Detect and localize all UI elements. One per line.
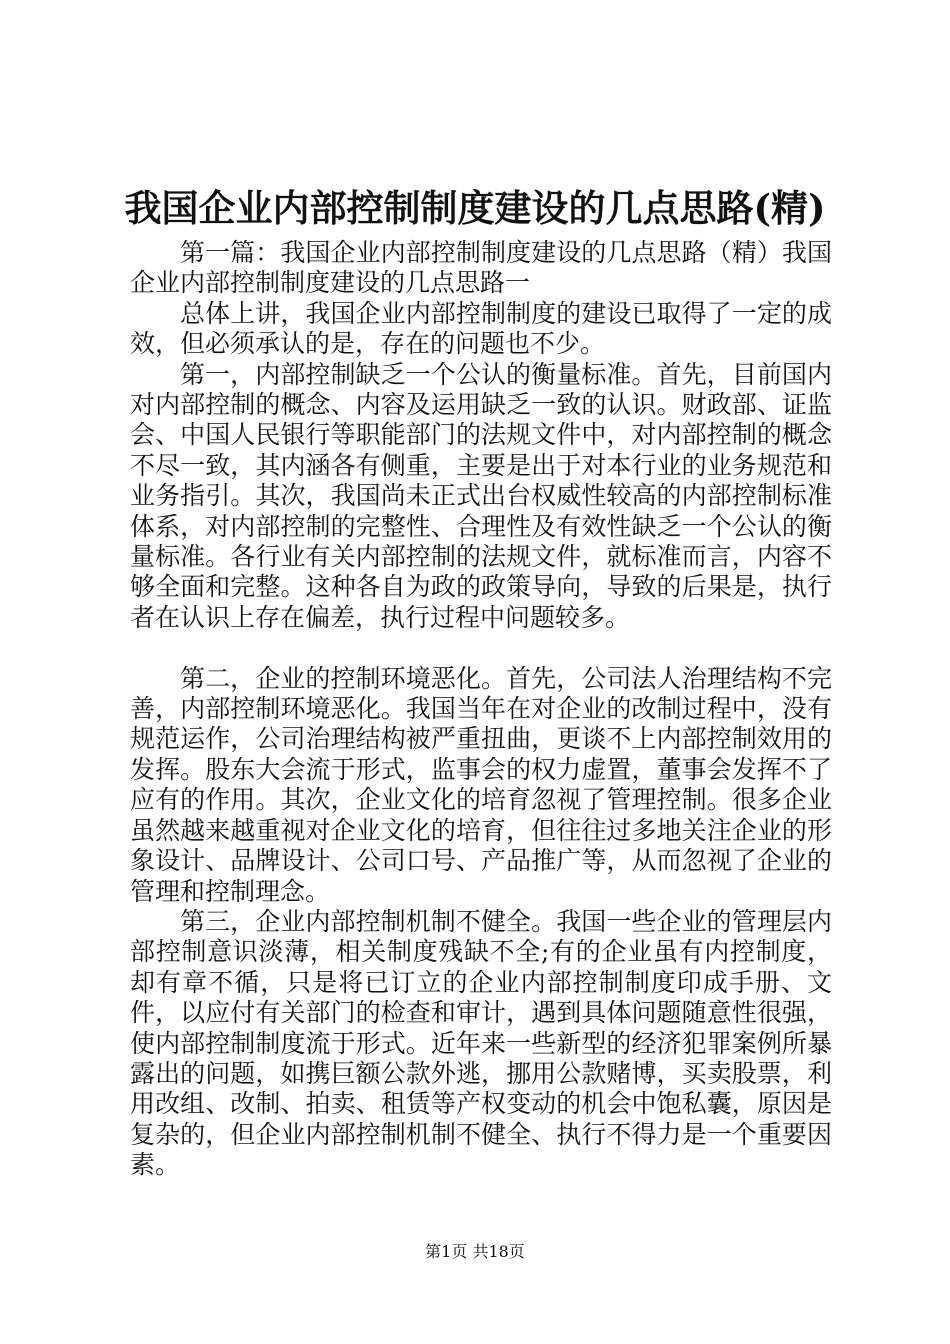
- paragraph-point-three: 第三，企业内部控制机制不健全。我国一些企业的管理层内部控制意识淡薄，相关制度残缺不全;有的企业虽有内控制度，却有章不循，只是将已订立的企业内部控制制度印成手册、文件，以应付有关部门的检查和审计，遇到具体问题随意性很强，使内部控制制度流于形式。近年来一些新型的经济犯罪案例所暴露出的问题，如携巨额公款外逃，挪用公款赌博，买卖股票，利用改组、改制、拍卖、租赁等产权变动的机会中饱私囊，原因是复杂的，但企业内部控制机制不健全、执行不得力是一个重要因素。: [130, 906, 832, 1180]
- page-footer: 第1页 共18页: [425, 1242, 525, 1261]
- document-title: 我国企业内部控制制度建设的几点思路(精): [124, 186, 826, 230]
- paragraph-point-one: 第一，内部控制缺乏一个公认的衡量标准。首先，目前国内对内部控制的概念、内容及运用缺乏一致的认识。财政部、证监会、中国人民银行等职能部门的法规文件中，对内部控制的概念不尽一致，其内涵各有侧重，主要是出于对本行业的业务规范和业务指引。其次，我国尚未正式出台权威性较高的内部控制标准体系，对内部控制的完整性、合理性及有效性缺乏一个公认的衡量标准。各行业有关内部控制的法规文件，就标准而言，内容不够全面和完整。这种各自为政的政策导向，导致的后果是，执行者在认识上存在偏差，执行过程中问题较多。: [130, 359, 832, 632]
- paragraph-overview: 总体上讲，我国企业内部控制制度的建设已取得了一定的成效，但必须承认的是，存在的问题也不少。: [130, 298, 832, 359]
- paragraph-intro: 第一篇：我国企业内部控制制度建设的几点思路（精）我国企业内部控制制度建设的几点思路一: [130, 238, 832, 298]
- paragraph-point-two: 第二，企业的控制环境恶化。首先，公司法人治理结构不完善，内部控制环境恶化。我国当年在对企业的改制过程中，没有规范运作，公司治理结构被严重扭曲，更谈不上内部控制效用的发挥。股东大会流于形式，监事会的权力虚置，董事会发挥不了应有的作用。其次，企业文化的培育忽视了管理控制。很多企业虽然越来越重视对企业文化的培育，但往往过多地关注企业的形象设计、品牌设计、公司口号、产品推广等，从而忽视了企业的管理和控制理念。: [130, 663, 832, 906]
- document-body: [130, 238, 832, 1181]
